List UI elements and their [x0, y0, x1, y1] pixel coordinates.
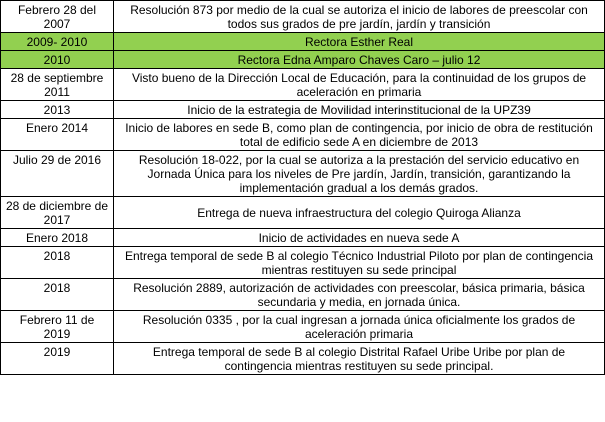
date-cell: 2018 [1, 247, 114, 279]
table-row-highlighted [1, 51, 605, 69]
event-cell: Inicio de actividades en nueva sede A [114, 229, 605, 247]
event-cell: Inicio de labores en sede B, como plan de contingencia, por inicio de obra de restitución total de edificio sede A en diciembre de 2013 [114, 119, 605, 151]
event-cell: Entrega temporal de sede B al colegio Distrital Rafael Uribe Uribe por plan de contingencia mientras restituyen su sede principal. [114, 343, 605, 375]
event-cell: Resolución 873 por medio de la cual se autoriza el inicio de labores de preescolar con todos sus grados de pre jardín, jardín y transición [114, 1, 605, 33]
event-cell: Rectora Edna Amparo Chaves Caro – julio 12 [114, 51, 605, 69]
date-cell: Enero 2018 [1, 229, 114, 247]
table-row [1, 151, 605, 197]
date-cell: 2010 [1, 51, 114, 69]
date-cell: 2018 [1, 279, 114, 311]
event-cell: Visto bueno de la Dirección Local de Educación, para la continuidad de los grupos de aceleración en primaria [114, 69, 605, 101]
event-cell: Rectora Esther Real [114, 33, 605, 51]
date-cell: 2009- 2010 [1, 33, 114, 51]
event-cell: Resolución 0335 , por la cual ingresan a jornada única oficialmente los grados de aceleración primaria [114, 311, 605, 343]
date-cell: 2013 [1, 101, 114, 119]
table-row [1, 69, 605, 101]
date-cell: 28 de septiembre 2011 [1, 69, 114, 101]
event-cell: Resolución 18-022, por la cual se autoriza a la prestación del servicio educativo en Jornada Única para los niveles de Pre jardín, Jardín, transición, garantizando la implementación gradual a los demás grados. [114, 151, 605, 197]
table-row-highlighted [1, 33, 605, 51]
table-row [1, 197, 605, 229]
table-row [1, 229, 605, 247]
table-row [1, 119, 605, 151]
event-cell: Entrega de nueva infraestructura del colegio Quiroga Alianza [114, 197, 605, 229]
date-cell: Enero 2014 [1, 119, 114, 151]
date-cell: Febrero 28 del 2007 [1, 1, 114, 33]
table-row [1, 101, 605, 119]
table-row [1, 279, 605, 311]
date-cell: 2019 [1, 343, 114, 375]
event-cell: Inicio de la estrategia de Movilidad interinstitucional de la UPZ39 [114, 101, 605, 119]
table-row [1, 343, 605, 375]
event-cell: Resolución 2889, autorización de actividades con preescolar, básica primaria, básica secundaria y media, en jornada única. [114, 279, 605, 311]
table-row [1, 1, 605, 33]
date-cell: Julio 29 de 2016 [1, 151, 114, 197]
date-cell: Febrero 11 de 2019 [1, 311, 114, 343]
event-cell: Entrega temporal de sede B al colegio Técnico Industrial Piloto por plan de contingencia mientras restituyen su sede principal [114, 247, 605, 279]
table-row [1, 247, 605, 279]
date-cell: 28 de diciembre de 2017 [1, 197, 114, 229]
table-row [1, 311, 605, 343]
